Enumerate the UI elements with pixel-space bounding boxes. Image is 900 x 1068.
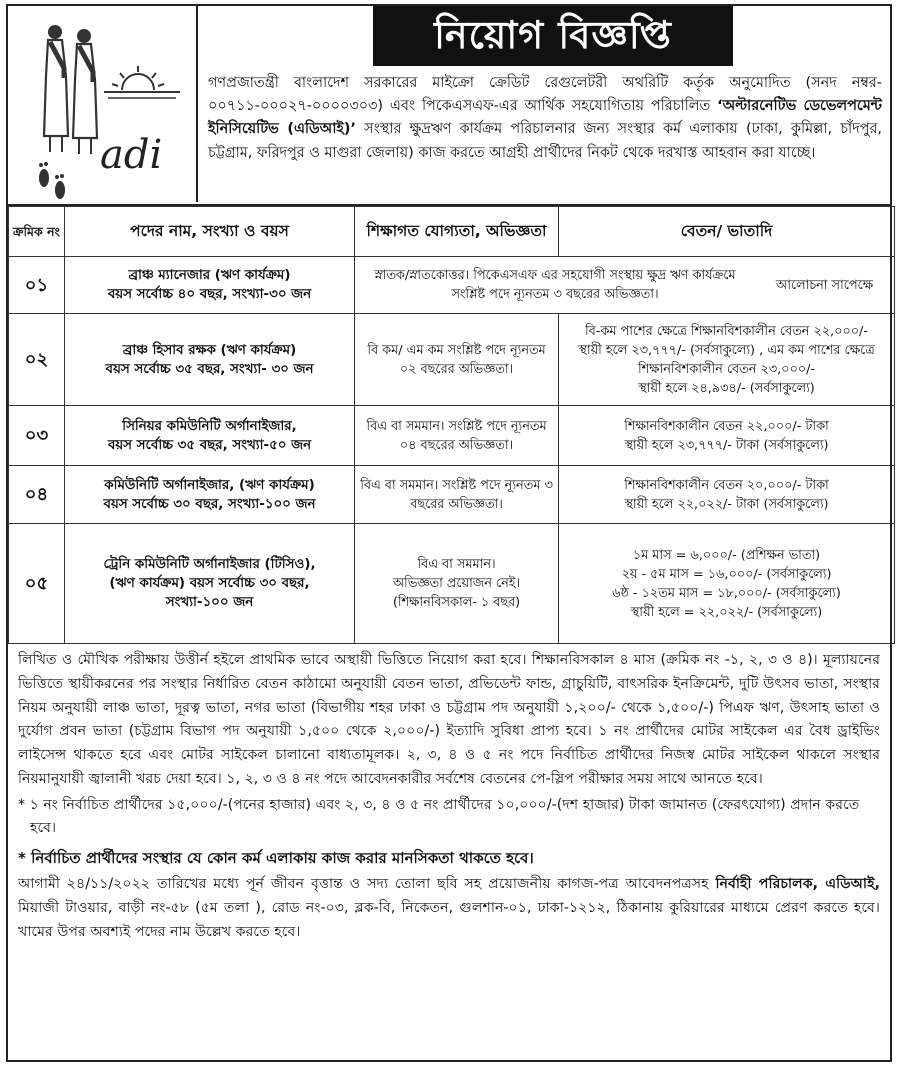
row-qualification bbox=[355, 524, 559, 644]
logo-text: adi bbox=[100, 132, 163, 178]
table-row bbox=[9, 466, 895, 524]
salary-line: স্থায়ী হলে ২৩,৭৭৭/- টাকা (সর্বসাকুল্যে) bbox=[624, 437, 829, 453]
qualification-line: বিএ বা সমমান। bbox=[417, 557, 496, 572]
row-position bbox=[65, 466, 355, 524]
row-serial: ০৩ bbox=[9, 406, 65, 466]
salary-line: ৬ষ্ঠ - ১২তম মাস = ১৮,০০০/- (সর্বসাকুল্যে) bbox=[612, 585, 841, 601]
salary-line: স্থায়ী হলে ২২,০২২/- টাকা (সর্বসাকুল্যে) bbox=[624, 496, 829, 512]
row-qualification: বিএ বা সমমান। সংশ্লিষ্ট পদে ন্যূনতম ৩ বছরের অভিজ্ঞতা। bbox=[355, 466, 559, 524]
title-banner bbox=[373, 6, 733, 66]
table-row bbox=[9, 524, 895, 644]
row-serial: ০৪ bbox=[9, 466, 65, 524]
apply-part2: মিয়াজী টাওয়ার, বাড়ী নং-৫৮ (৫ম তলা ), রোড নং-০৩, ব্লক-বি, নিকেতন, গুলশান-০১, ঢাকা-১২১২, ঠিকানায় কুরিয়ারের মাধ্যমে প্রেরণ করতে হবে। খামের উপর অবশ্যই পদের নাম উল্লেখ করতে হবে। bbox=[18, 899, 880, 940]
header-qualification: শিক্ষাগত যোগ্যতা, অভিজ্ঞতা bbox=[355, 207, 559, 257]
positions-table bbox=[8, 206, 895, 644]
position-details: বয়স সর্বোচ্চ ৪০ বছর, সংখ্যা-৩০ জন bbox=[107, 287, 312, 302]
terms-paragraph: লিখিত ও মৌখিক পরীক্ষায় উত্তীর্ন হইলে প্রাথমিক ভাবে অস্থায়ী ভিত্তিতে নিয়োগ করা হবে। শিক্ষানবিসকাল ৪ মাস (ক্রমিক নং -১, ২, ৩ ও ৪)। মূল্যায়নের ভিত্তিতে স্থায়ীকরনের পর সংস্থার নির্ধারিত বেতন কাঠামো অনুযায়ী বেতন ভাতা, প্রভিডেন্ট ফান্ড, গ্রাচুয়িটি, বাৎসরিক ইনক্রিমেন্ট, দুটি উৎসব ভাতা, সংস্থার নিয়ম অনুযায়ী লাঞ্চ ভাতা, দূরত্ব ভাতা, নগর ভাতা (বিভাগীয় শহর ঢাকা ও চট্টগ্রাম পদ অনুযায়ী ১,২০০/- থেকে ১,৫০০/-) পিএফ ঋণ, উৎসাহ ভাতা ও দুর্যোগ প্রবন ভাতা (চট্টগ্রাম বিভাগ পদ অনুযায়ী ১,৫০০ থেকে ২,০০০/-) ইত্যাদি সুবিধা প্রাপ্য হবে। ১ নং প্রার্থীদের মোটর সাইকেল এর বৈধ ড্রাইভিং লাইসেন্স থাকতে হবে এবং মোটর সাইকেল চালানো বাধ্যতামূলক। ২, ৩, ৪ ও ৫ নং পদে নির্বাচিত প্রার্থীদের নিজস্ব মোটর সাইকেল থাকলে সংস্থার নিয়মানুযায়ী জ্বালানী খরচ দেয়া হবে। ১, ২, ৩ ও ৪ নং পদে আবেদনকারীর সর্বশেষ বেতনের পে-স্লিপ পরীক্ষার সময় সাথে আনতে হবে। bbox=[18, 652, 880, 787]
row-qualification: বি কম/ এম কম সংশ্লিষ্ট পদে ন্যূনতম ০২ বছরের অভিজ্ঞতা। bbox=[355, 314, 559, 406]
salary-line: শিক্ষানবিশকালীন বেতন ২০,০০০/- টাকা bbox=[624, 477, 829, 493]
work-area-note: * নির্বাচিত প্রার্থীদের সংস্থার যে কোন কর্ম এলাকায় কাজ করার মানসিকতা থাকতে হবে। bbox=[18, 848, 534, 867]
position-title: ব্রাঞ্চ ম্যানেজার (ঋণ কার্যক্রম) bbox=[128, 268, 291, 283]
row-position bbox=[65, 524, 355, 644]
security-deposit-note: * ১ নং নির্বাচিত প্রার্থীদের ১৫,০০০/-(পনের হাজার) এবং ২, ৩, ৪ ও ৫ নং প্রার্থীদের ১০,০০০/-(দশ হাজার) টাকা জামানত (ফেরৎযোগ্য) প্রদান করতে হবে। bbox=[18, 796, 860, 837]
header-position: পদের নাম, সংখ্যা ও বয়স bbox=[65, 207, 355, 257]
salary-line: ২য় - ৫ম মাস = ১৬,০০০/- (সর্বসাকুল্যে) bbox=[621, 566, 832, 582]
position-details: বয়স সর্বোচ্চ ৩০ বছর, সংখ্যা-১০০ জন bbox=[103, 496, 316, 512]
header-content bbox=[198, 6, 890, 204]
header-serial: ক্রমিক নং bbox=[9, 207, 65, 257]
salary-line: শিক্ষানবিশকালীন বেতন ২৩,০০০/- bbox=[637, 361, 816, 377]
row-position bbox=[65, 314, 355, 406]
qualification-line: (শিক্ষানবিসকাল- ১ বছর) bbox=[392, 595, 521, 610]
row-salary bbox=[559, 314, 895, 406]
table-row bbox=[9, 257, 895, 314]
qualification-line: অভিজ্ঞতা প্রয়োজন নেই। bbox=[392, 576, 521, 591]
row-salary bbox=[559, 466, 895, 524]
salary-line: ১ম মাস = ৬,০০০/- (প্রশিক্ষন ভাতা) bbox=[632, 547, 821, 563]
row-salary bbox=[559, 406, 895, 466]
row-qualification bbox=[355, 257, 895, 314]
circular-header bbox=[8, 6, 890, 206]
intro-org-name: ‘অল্টারনেটিভ ডেভেলপমেন্ট ইনিসিয়েটিভ (এডিআই)’ bbox=[208, 98, 883, 138]
salary-line: স্থায়ী হলে ২৪,৯৩৪/- (সর্বসাকুল্যে) bbox=[638, 380, 815, 396]
apply-addressee: নির্বাহী পরিচালক, এডিআই, bbox=[715, 875, 880, 892]
row-serial: ০২ bbox=[9, 314, 65, 406]
table-row bbox=[9, 314, 895, 406]
table-row bbox=[9, 406, 895, 466]
position-details: বয়স সর্বোচ্চ ৩৫ বছর, সংখ্যা-৫০ জন bbox=[107, 437, 312, 453]
intro-paragraph bbox=[208, 72, 882, 165]
position-details: বয়স সর্বোচ্চ ৩৫ বছর, সংখ্যা- ৩০ জন bbox=[105, 361, 314, 377]
salary-line: বি-কম পাশের ক্ষেত্রে শিক্ষানবিশকালীন বেতন ২২,০০০/- bbox=[584, 323, 868, 339]
salary-line: শিক্ষানবিশকালীন বেতন ২২,০০০/- টাকা bbox=[624, 418, 829, 434]
row-position bbox=[65, 406, 355, 466]
position-title: ব্রাঞ্চ হিসাব রক্ষক (ঋণ কার্যক্রম) bbox=[122, 342, 297, 358]
row-salary bbox=[559, 524, 895, 644]
intro-part2: সংস্থার ক্ষুদ্রঋণ কার্যক্রম পরিচালনার জন্য সংস্থার কর্ম এলাকায় (ঢাকা, কুমিল্লা, চাঁদপুর, চট্টগ্রাম, ফরিদপুর ও মাগুরা জেলায়) কাজ করতে আগ্রহী প্রার্থীদের নিকট থেকে দরখাস্ত আহবান করা যাচ্ছে। bbox=[208, 121, 882, 161]
salary-line: স্থায়ী হলে ২৩,৭৭৭/- (সর্বসাকুল্যে) , এম কম পাশের ক্ষেত্রে bbox=[578, 342, 875, 358]
intro-part1: গণপ্রজাতন্ত্রী বাংলাদেশ সরকারের মাইক্রো ক্রেডিট রেগুলেটরী অথরিটি কর্তৃক অনুমোদিত (সনদ নম্বর- ০০৭১১-০০০২৭-০০০০৩০৩) এবং পিকেএসএফ-এর আর্থিক সহযোগিতায় পরিচালিত bbox=[208, 75, 882, 115]
salary-text: আলোচনা সাপেক্ষে bbox=[775, 277, 874, 293]
row-serial: ০১ bbox=[9, 257, 65, 314]
adi-logo bbox=[8, 6, 198, 202]
qualification-text: স্নাতক/স্নাতকোত্তর। পিকেএসএফ এর সহযোগী সংস্থায় ক্ষুদ্র ঋণ কার্যক্রমে সংশ্লিষ্ট পদে ন্যূনতম ৩ বছরের অভিজ্ঞতা। bbox=[374, 268, 736, 302]
circular-frame bbox=[6, 4, 892, 1062]
salary-line: স্থায়ী হলে = ২২,০২২/- (সর্বসাকুল্যে) bbox=[630, 604, 823, 620]
position-details: (ঋণ কার্যক্রম) বয়স সর্বোচ্চ ৩০ বছর, bbox=[109, 576, 310, 591]
application-instructions bbox=[8, 869, 890, 944]
table-header-row bbox=[9, 207, 895, 257]
row-serial: ০৫ bbox=[9, 524, 65, 644]
position-title: কমিউনিটি অর্গানাইজার, (ঋণ কার্যক্রম) bbox=[104, 477, 315, 493]
position-title: সিনিয়র কমিউনিটি অর্গানাইজার, bbox=[122, 418, 297, 434]
position-count: সংখ্যা-১০০ জন bbox=[165, 595, 254, 610]
page-title: নিয়োগ বিজ্ঞপ্তি bbox=[434, 13, 672, 57]
row-position bbox=[65, 257, 355, 314]
apply-part1: আগামী ২৪/১১/২০২২ তারিখের মধ্যে পূর্ন জীবন বৃত্তান্ত ও সদ্য তোলা ছবি সহ প্রয়োজনীয় কাগজ-পত্র আবেদনপত্রসহ bbox=[18, 875, 716, 892]
position-title: ট্রেনি কমিউনিটি অর্গানাইজার (টিসিও), bbox=[103, 557, 316, 572]
row-qualification: বিএ বা সমমান। সংশ্লিষ্ট পদে ন্যূনতম ০৪ বছরের অভিজ্ঞতা। bbox=[355, 406, 559, 466]
header-salary: বেতন/ ভাতাদি bbox=[559, 207, 895, 257]
